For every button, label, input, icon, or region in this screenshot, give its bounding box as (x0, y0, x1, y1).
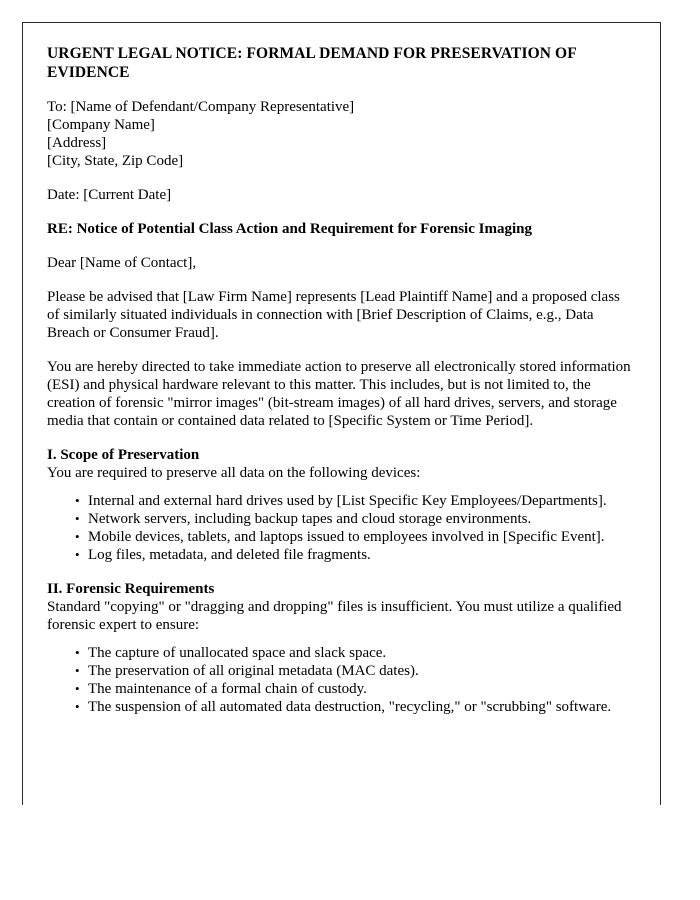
list-item-text: The capture of unallocated space and slack space. (88, 645, 387, 661)
section-lead-scope-of-preservation: You are required to preserve all data on the following devices: (47, 465, 421, 481)
section-heading-forensic-requirements: II. Forensic Requirements (47, 581, 215, 597)
list-item (47, 510, 636, 528)
list-item (47, 662, 636, 680)
list-item (47, 698, 636, 716)
directive-paragraph: You are hereby directed to take immediate action to preserve all electronically stored information (ESI) and physical hardware relevant to this matter. This includes, but is not limited to, the creation of forensic "mirror images" (bit-stream images) of all hard drives, servers, and storage media that contain or contained data related to [Specific System or Time Period]. (47, 359, 631, 429)
section-heading-scope-of-preservation: I. Scope of Preservation (47, 447, 200, 463)
section-lead-forensic-requirements: Standard "copying" or "dragging and dropping" files is insufficient. You must utilize a qualified forensic expert to ensure: (47, 599, 622, 633)
recipient-company-line: [Company Name] (47, 117, 155, 133)
bullet-list-scope-of-preservation (47, 492, 636, 564)
salutation: Dear [Name of Contact], (47, 255, 197, 271)
date-line: Date: [Current Date] (47, 187, 172, 203)
bullet-icon: • (75, 547, 80, 562)
bullet-icon: • (75, 681, 80, 696)
re-subject-line: RE: Notice of Potential Class Action and Requirement for Forensic Imaging (47, 221, 532, 237)
document-page (22, 22, 661, 805)
list-item (47, 546, 636, 564)
list-item-text: Internal and external hard drives used by [List Specific Key Employees/Departments]. (88, 493, 607, 509)
list-item-text: The suspension of all automated data destruction, "recycling," or "scrubbing" software. (88, 699, 612, 715)
bullet-list-forensic-requirements (47, 644, 636, 716)
list-item-text: Log files, metadata, and deleted file fragments. (88, 547, 371, 563)
recipient-city-state-zip-line: [City, State, Zip Code] (47, 153, 184, 169)
list-item (47, 644, 636, 662)
bullet-icon: • (75, 529, 80, 544)
bullet-icon: • (75, 699, 80, 714)
document-body (23, 23, 660, 716)
bullet-icon: • (75, 645, 80, 660)
document-title: URGENT LEGAL NOTICE: FORMAL DEMAND FOR PRESERVATION OF EVIDENCE (47, 45, 577, 81)
list-item (47, 492, 636, 510)
recipient-address-line: [Address] (47, 135, 107, 151)
bullet-icon: • (75, 511, 80, 526)
recipient-address-block (47, 98, 636, 170)
intro-paragraph: Please be advised that [Law Firm Name] represents [Lead Plaintiff Name] and a proposed class of similarly situated individuals in connection with [Brief Description of Claims, e.g., Data Breach or Consumer Fraud]. (47, 289, 620, 341)
list-item-text: The preservation of all original metadata (MAC dates). (88, 663, 419, 679)
recipient-to-line: To: [Name of Defendant/Company Representative] (47, 99, 355, 115)
list-item (47, 680, 636, 698)
bullet-icon: • (75, 663, 80, 678)
list-item-text: Mobile devices, tablets, and laptops issued to employees involved in [Specific Event]. (88, 529, 605, 545)
list-item-text: The maintenance of a formal chain of custody. (88, 681, 367, 697)
bullet-icon: • (75, 493, 80, 508)
list-item-text: Network servers, including backup tapes and cloud storage environments. (88, 511, 532, 527)
list-item (47, 528, 636, 546)
